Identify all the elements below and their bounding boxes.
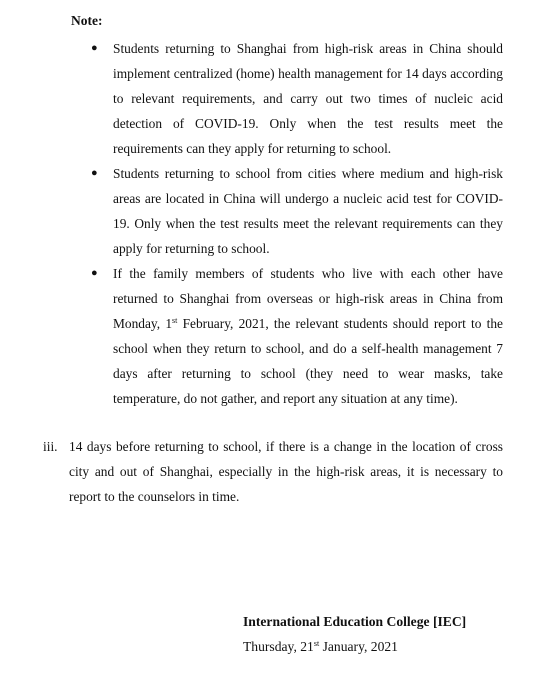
note-bullet-list (91, 36, 503, 411)
bullet-icon: ● (91, 42, 98, 54)
numbered-item-iii (43, 434, 503, 509)
bullet-icon: ● (91, 267, 98, 279)
item-number: iii. (43, 439, 58, 454)
organization-name: International Education College [IEC] (243, 614, 467, 629)
list-item (91, 261, 503, 411)
date-part: January, 2021 (319, 639, 398, 654)
bullet-text: Students returning to Shanghai from high-risk areas in China should implement centralized (home) health management for 14 days according to relevant requirements, and carry out two times of nucleic acid detection of COVID-19. Only when the test results meet the requirements can they apply for returning to school. (113, 41, 503, 156)
item-text: 14 days before returning to school, if there is a change in the location of cross city and out of Shanghai, especially in the high-risk areas, it is necessary to report to the counselors in time. (69, 439, 503, 504)
signature-block (243, 609, 466, 659)
bullet-text (113, 266, 503, 406)
list-item (91, 161, 503, 261)
bullet-text-part: If the family members of students who live with each other have returned to Shanghai from overseas or high-risk areas in China from Monday, 1 (113, 266, 503, 331)
date-part: Thursday, 21 (243, 639, 314, 654)
bullet-text-part: February, 2021, the relevant students should report to the school when they return to school, and do a self-health management 7 days after returning to school (they need to wear masks, take temperature, do not gather, and report any situation at any time). (113, 316, 503, 406)
bullet-icon: ● (91, 167, 98, 179)
ordinal-suffix: st (172, 316, 178, 325)
note-heading: Note: (71, 13, 103, 28)
signature-date (243, 634, 466, 659)
list-item (91, 36, 503, 161)
date-ordinal-suffix: st (313, 639, 320, 648)
bullet-text: Students returning to school from cities where medium and high-risk areas are located in China will undergo a nucleic acid test for COVID-19. Only when the test results meet the relevant requirements can they apply for returning to school. (113, 166, 503, 256)
